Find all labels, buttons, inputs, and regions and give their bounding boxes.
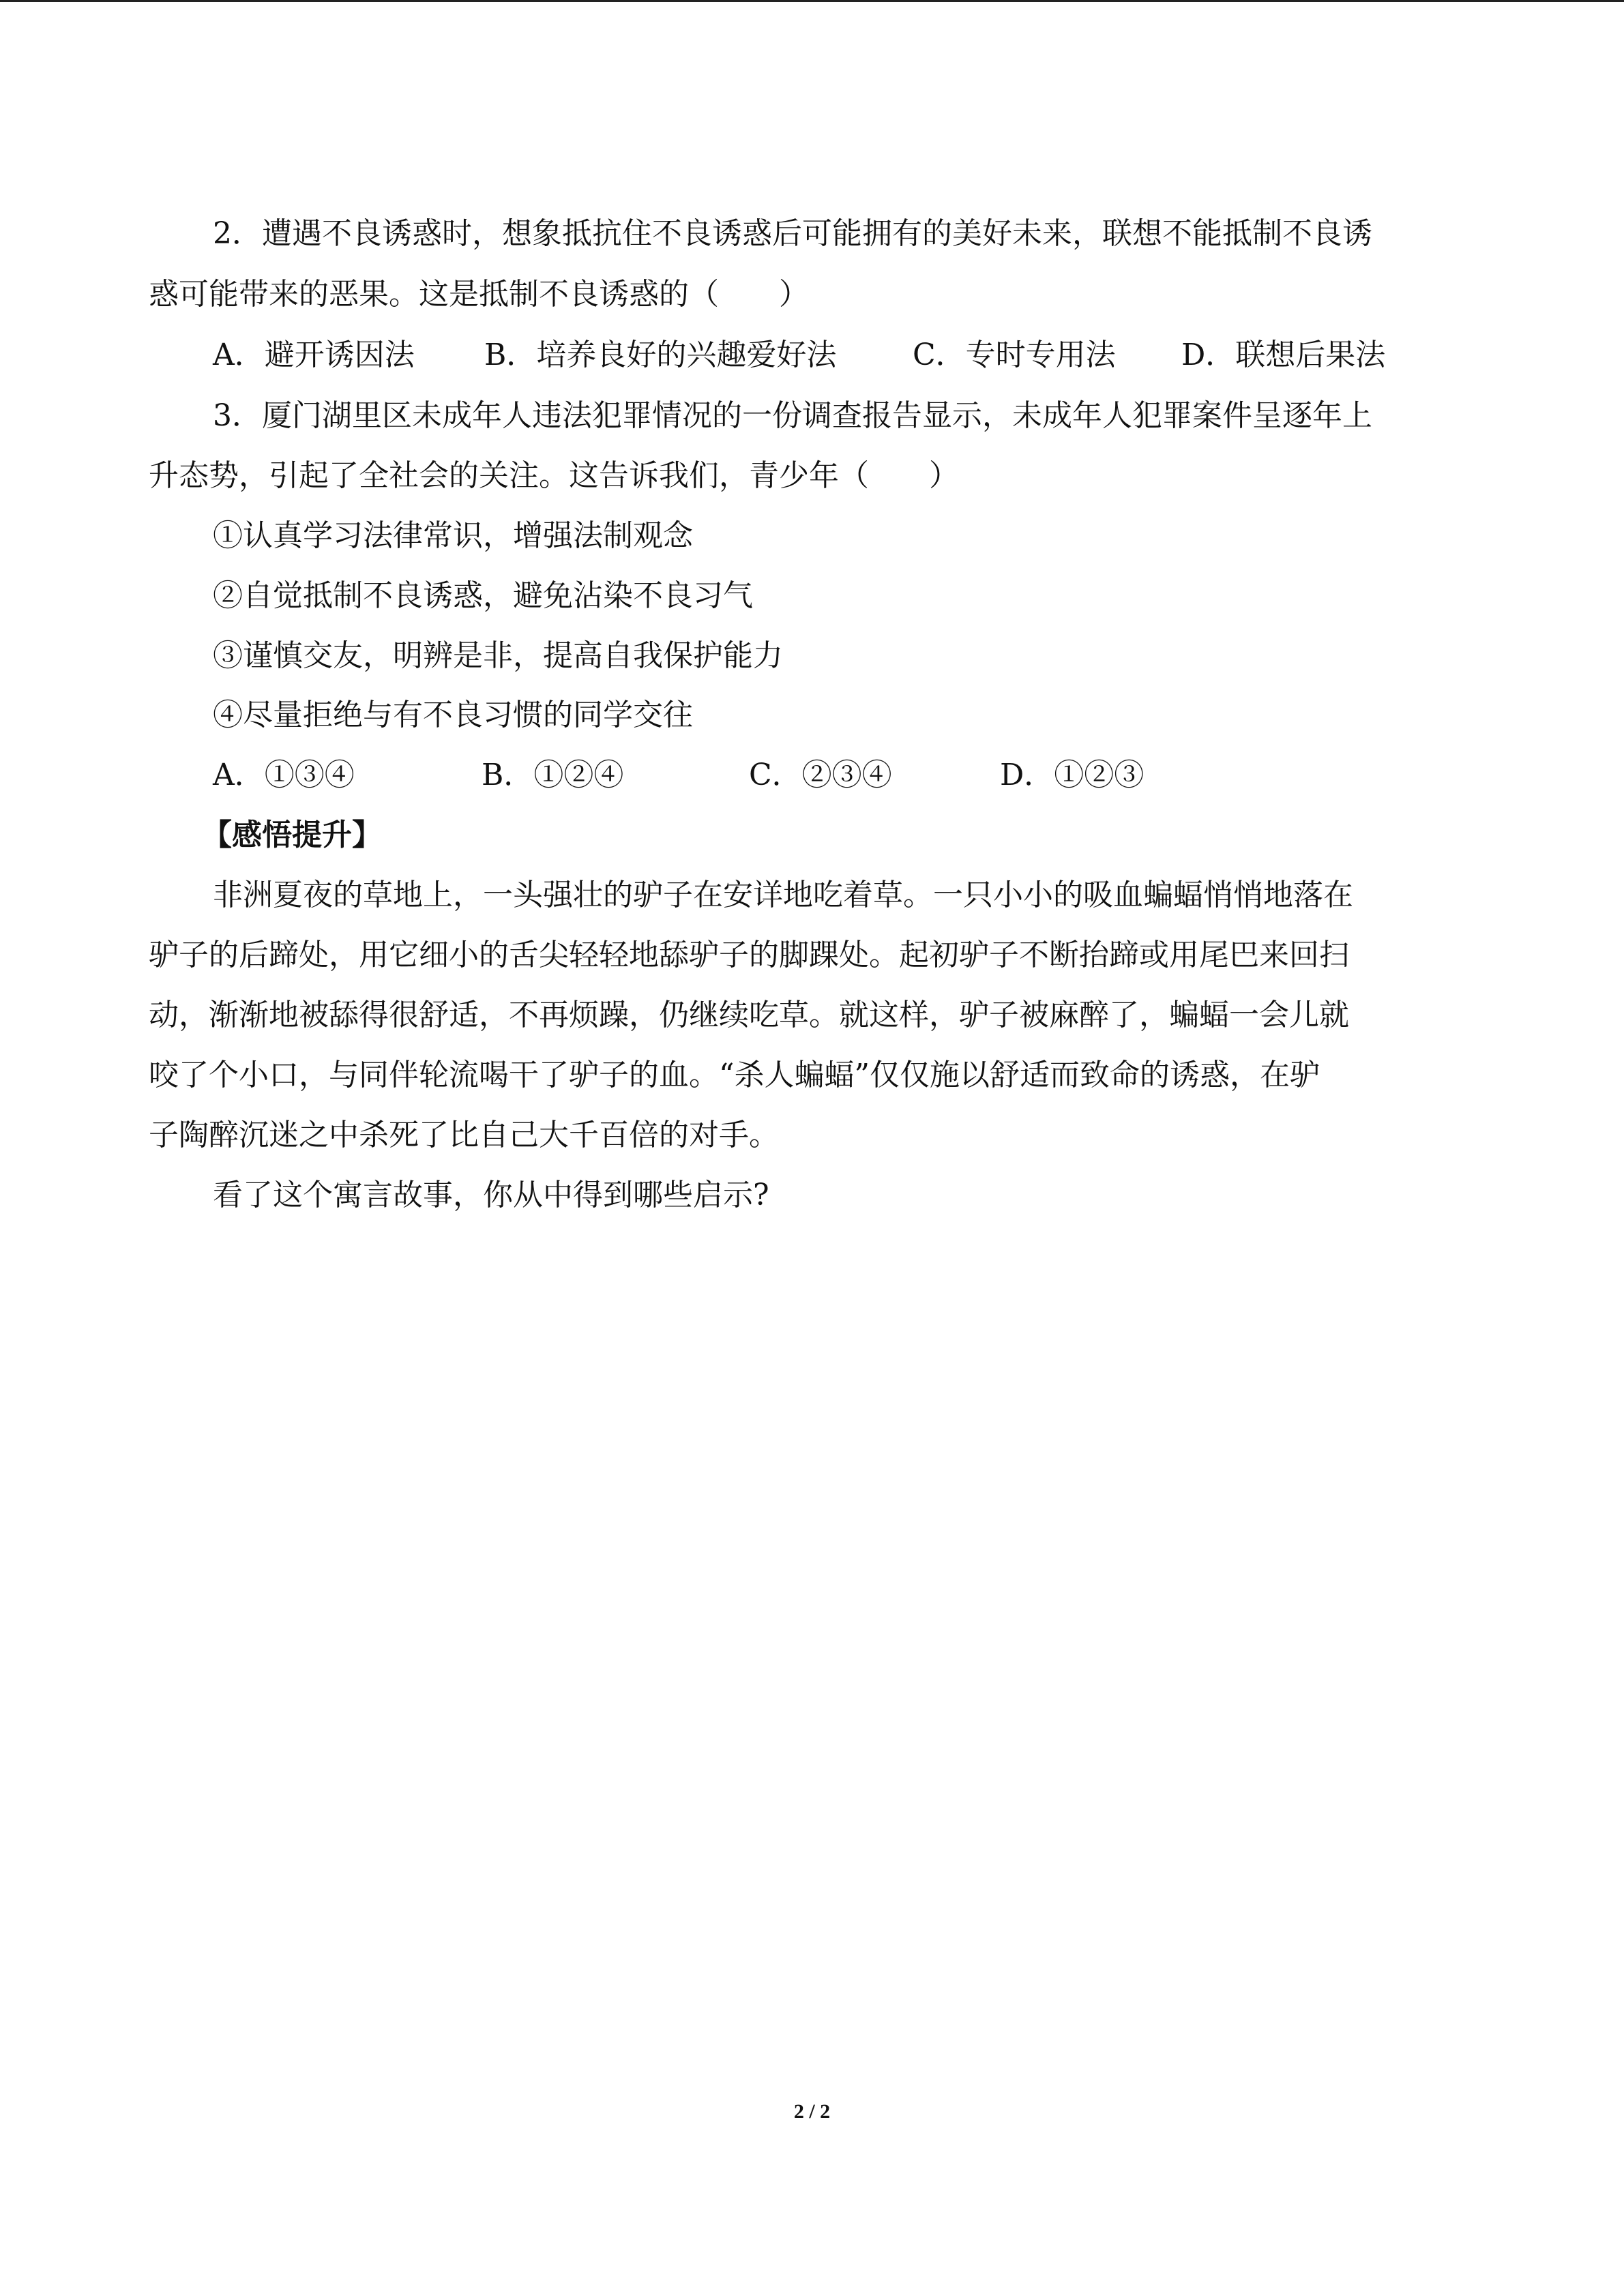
story-line-2: 驴子的后蹄处，用它细小的舌尖轻轻地舔驴子的脚踝处。起初驴子不断抬蹄或用尾巴来回扫	[149, 938, 1349, 972]
story-line-1: 非洲夏夜的草地上，一头强壮的驴子在安详地吃着草。一只小小的吸血蝙蝠悄悄地落在	[213, 878, 1353, 912]
q3-item-3: ③谨慎交友，明辨是非，提高自我保护能力	[213, 638, 783, 673]
q2-line-2: 惑可能带来的恶果。这是抵制不良诱惑的（ ）	[149, 277, 809, 312]
q3-option-c: C．②③④	[749, 758, 892, 792]
q3-item-1: ①认真学习法律常识，增强法制观念	[213, 518, 693, 553]
q3-line-2: 升态势，引起了全社会的关注。这告诉我们，青少年（ ）	[149, 458, 959, 493]
q2-option-b: B．培养良好的兴趣爱好法	[484, 338, 837, 372]
q2-line-1: 2．遭遇不良诱惑时，想象抵抗住不良诱惑后可能拥有的美好未来，联想不能抵制不良诱	[213, 216, 1372, 251]
q2-option-c: C．专时专用法	[913, 338, 1116, 372]
story-line-4: 咬了个小口，与同伴轮流喝干了驴子的血。“杀人蝙蝠”仅仅施以舒适而致命的诱惑，在驴	[149, 1058, 1320, 1092]
q2-option-d: D．联想后果法	[1181, 338, 1386, 372]
story-line-5: 子陶醉沉迷之中杀死了比自己大千百倍的对手。	[149, 1118, 779, 1152]
q3-line-1: 3．厦门湖里区未成年人违法犯罪情况的一份调查报告显示，未成年人犯罪案件呈逐年上	[213, 398, 1372, 433]
q2-option-a: A．避开诱因法	[213, 338, 415, 372]
story-question: 看了这个寓言故事，你从中得到哪些启示?	[213, 1178, 769, 1212]
q3-option-d: D．①②③	[1000, 758, 1145, 792]
story-line-3: 动，渐渐地被舔得很舒适，不再烦躁，仍继续吃草。就这样，驴子被麻醉了，蝙蝠一会儿就	[149, 998, 1349, 1032]
q3-item-4: ④尽量拒绝与有不良习惯的同学交往	[213, 698, 693, 732]
page-number: 2 / 2	[793, 2100, 831, 2123]
section-heading: 【感悟提升】	[202, 818, 382, 852]
q3-item-2: ②自觉抵制不良诱惑，避免沾染不良习气	[213, 578, 753, 613]
page-top-border	[0, 0, 1624, 2]
q3-option-a: A．①③④	[213, 758, 355, 792]
q3-option-b: B．①②④	[482, 758, 624, 792]
